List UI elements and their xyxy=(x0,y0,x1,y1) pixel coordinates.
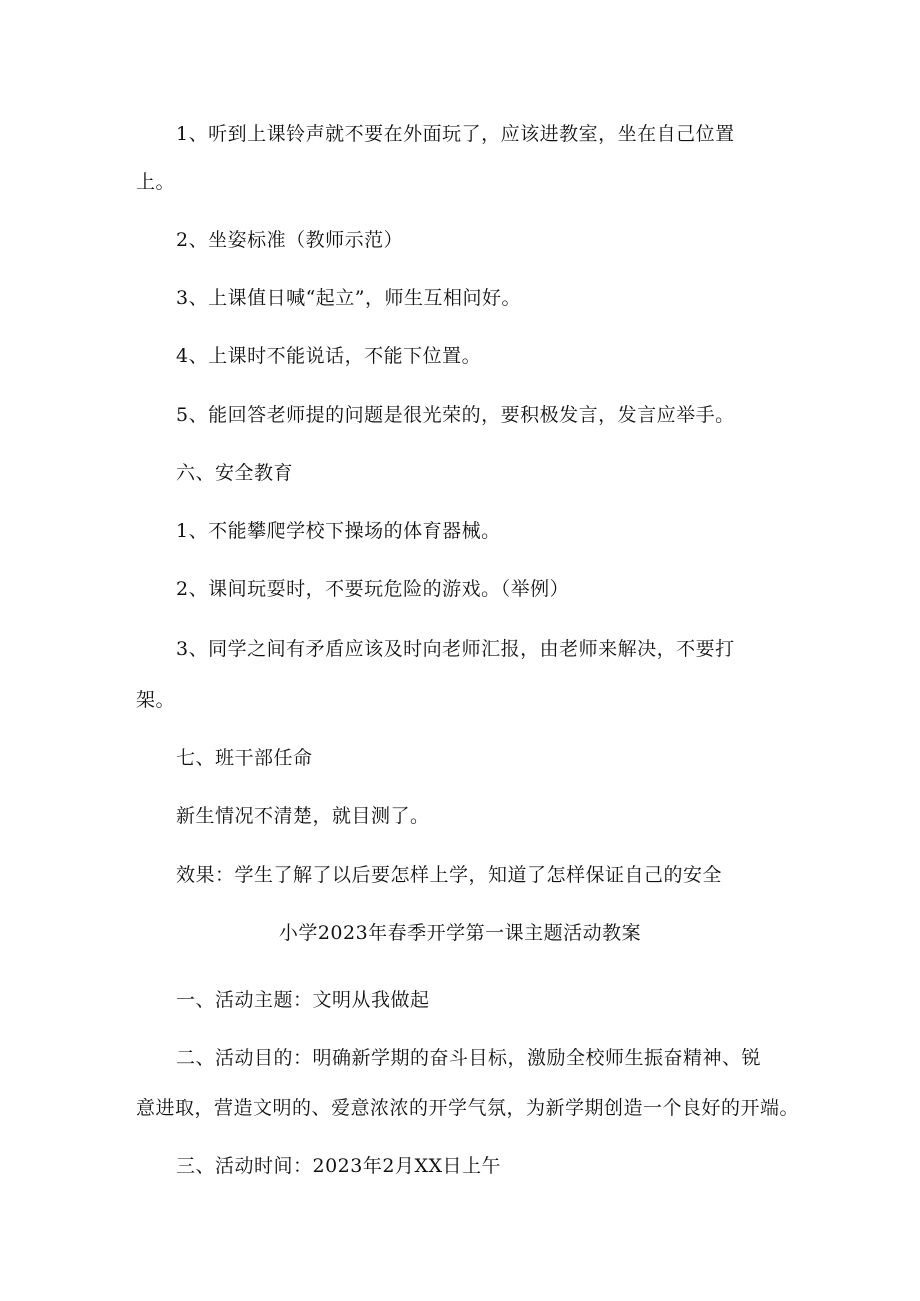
document-title: 小学2023年春季开学第一课主题活动教案 xyxy=(278,922,642,944)
paragraph-line: 效果：学生了解了以后要怎样上学，知道了怎样保证自己的安全 xyxy=(176,864,723,886)
paragraph-line: 2、坐姿标准（教师示范） xyxy=(176,229,404,251)
section-heading: 七、班干部任命 xyxy=(176,747,313,769)
paragraph-line: 二、活动目的：明确新学期的奋斗目标，激励全校师生振奋精神、锐 xyxy=(176,1047,762,1069)
paragraph-line: 1、不能攀爬学校下操场的体育器械。 xyxy=(176,520,501,542)
paragraph-line: 意进取，营造文明的、爱意浓浓的开学气氛，为新学期创造一个良好的开端。 xyxy=(136,1097,800,1119)
section-heading: 六、安全教育 xyxy=(176,462,294,484)
paragraph-line: 1、听到上课铃声就不要在外面玩了，应该进教室，坐在自己位置 xyxy=(176,123,735,145)
section-heading: 一、活动主题：文明从我做起 xyxy=(176,989,430,1011)
paragraph-line: 4、上课时不能说话，不能下位置。 xyxy=(176,345,482,367)
paragraph-line: 3、同学之间有矛盾应该及时向老师汇报，由老师来解决，不要打 xyxy=(176,638,735,660)
paragraph-line: 架。 xyxy=(136,689,176,711)
paragraph-line: 5、能回答老师提的问题是很光荣的，要积极发言，发言应举手。 xyxy=(176,404,735,426)
paragraph-line: 上。 xyxy=(136,171,176,193)
section-heading: 三、活动时间：2023年2月XX日上午 xyxy=(176,1155,501,1177)
paragraph-line: 新生情况不清楚，就目测了。 xyxy=(176,805,430,827)
paragraph-line: 2、课间玩耍时，不要玩危险的游戏。（举例） xyxy=(176,578,570,600)
paragraph-line: 3、上课值日喊“起立”，师生互相问好。 xyxy=(176,287,522,309)
